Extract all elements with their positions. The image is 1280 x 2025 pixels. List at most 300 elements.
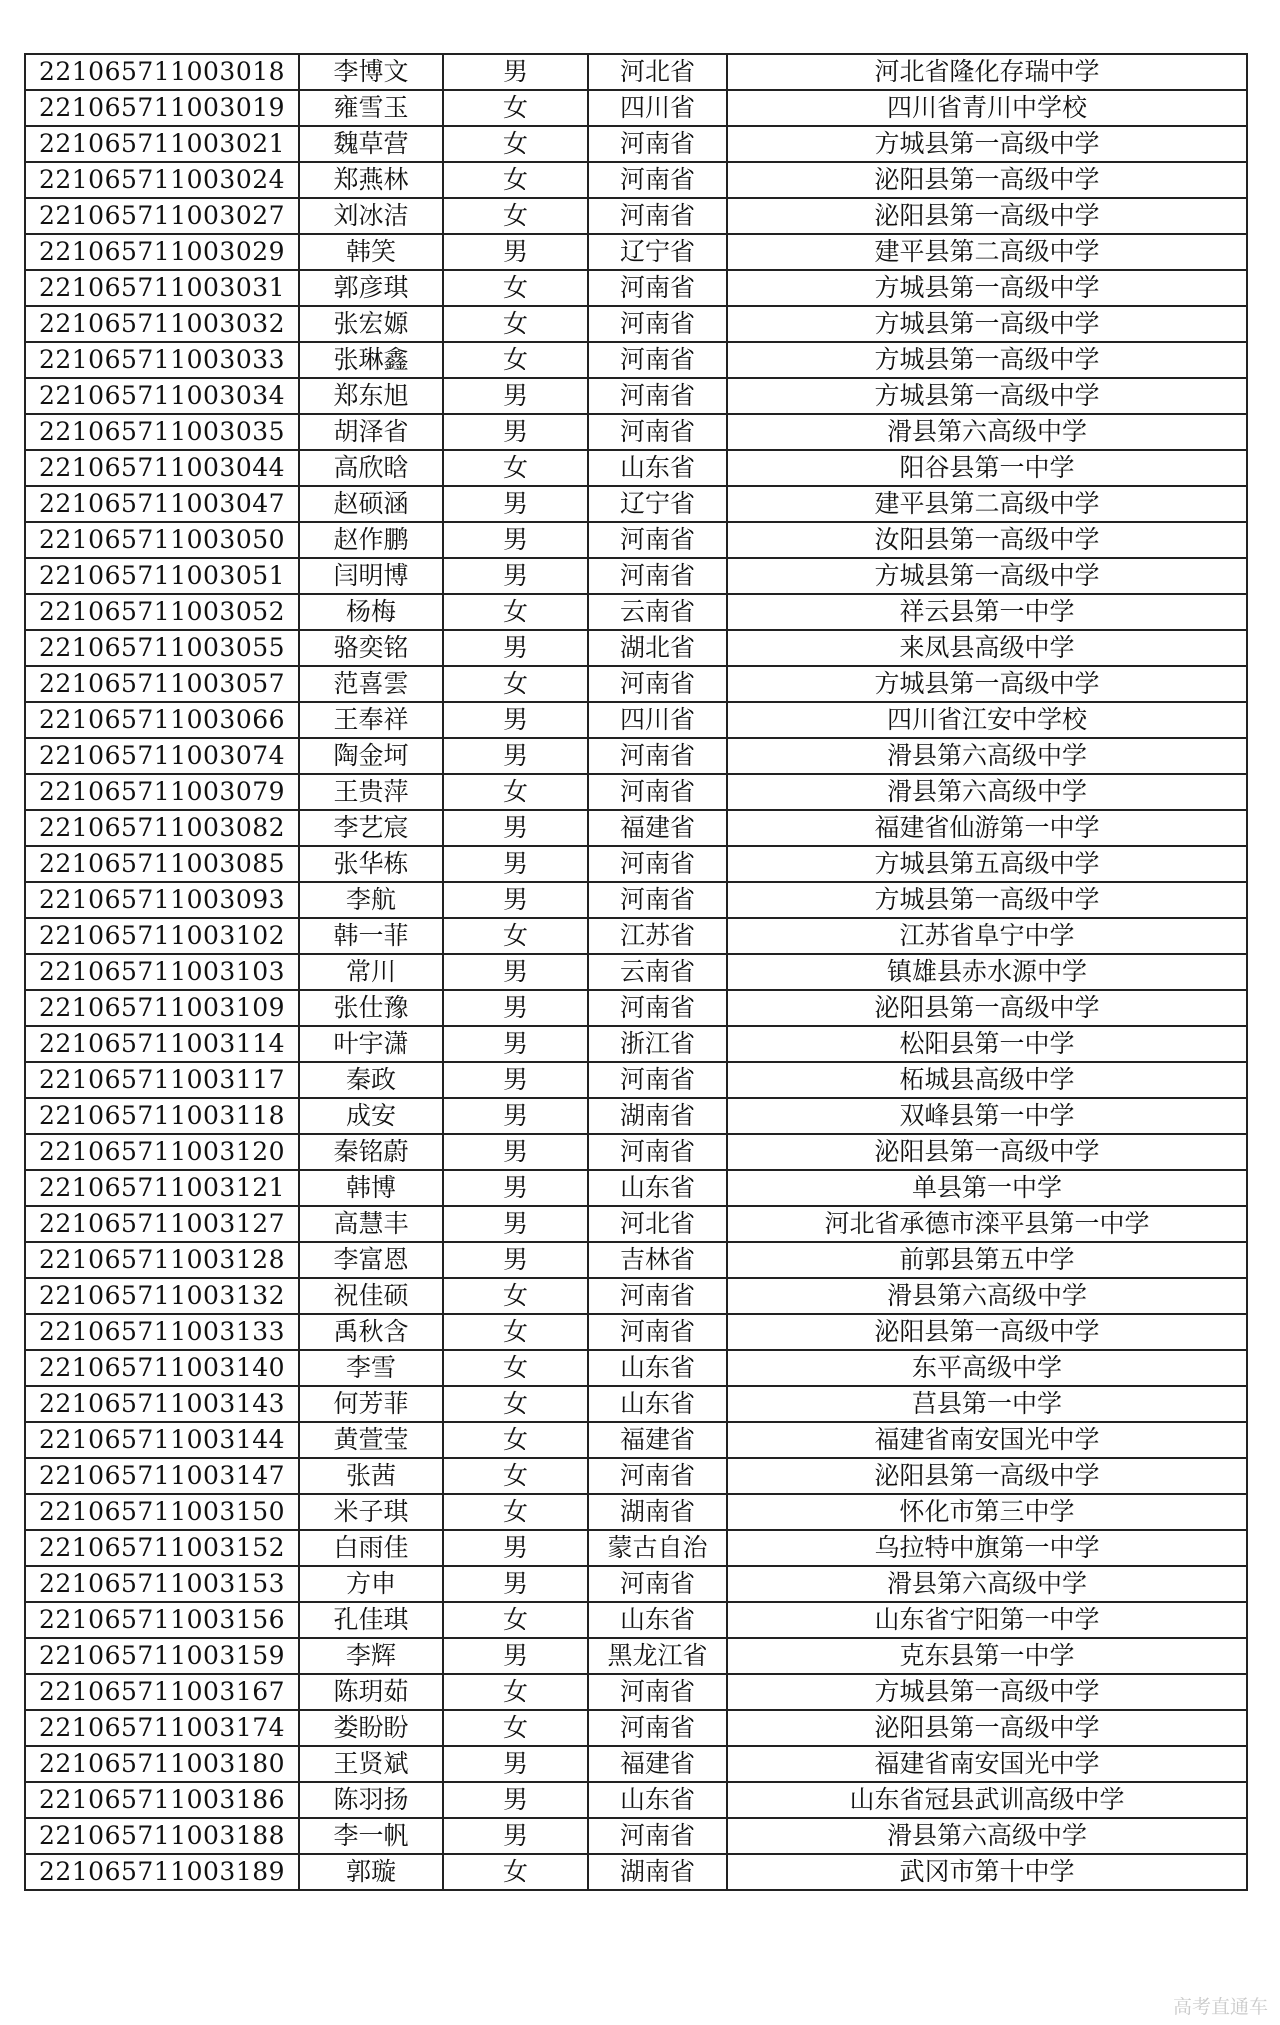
gender-cell: 男 [443,414,588,450]
gender-cell: 女 [443,1602,588,1638]
province-cell: 河南省 [588,306,727,342]
province-cell: 河北省 [588,54,727,90]
candidate-id-cell: 221065711003021 [25,126,299,162]
school-cell: 泌阳县第一高级中学 [727,162,1247,198]
candidate-id-cell: 221065711003050 [25,522,299,558]
school-cell: 方城县第一高级中学 [727,306,1247,342]
province-cell: 福建省 [588,1422,727,1458]
table-row [25,1314,1247,1350]
table-row [25,1710,1247,1746]
name-cell: 张宏嫄 [299,306,443,342]
candidate-id-cell: 221065711003029 [25,234,299,270]
table-row [25,1566,1247,1602]
gender-cell: 男 [443,1062,588,1098]
gender-cell: 女 [443,594,588,630]
province-cell: 河南省 [588,522,727,558]
gender-cell: 男 [443,1098,588,1134]
name-cell: 陶金坷 [299,738,443,774]
province-cell: 山东省 [588,1170,727,1206]
school-cell: 滑县第六高级中学 [727,1818,1247,1854]
name-cell: 成安 [299,1098,443,1134]
gender-cell: 男 [443,522,588,558]
gender-cell: 女 [443,1314,588,1350]
table-row [25,1458,1247,1494]
name-cell: 魏草营 [299,126,443,162]
table-row [25,1782,1247,1818]
gender-cell: 男 [443,1134,588,1170]
gender-cell: 女 [443,198,588,234]
table-row [25,270,1247,306]
candidate-id-cell: 221065711003127 [25,1206,299,1242]
table-row [25,126,1247,162]
school-cell: 河北省承德市滦平县第一中学 [727,1206,1247,1242]
candidate-id-cell: 221065711003066 [25,702,299,738]
name-cell: 陈羽扬 [299,1782,443,1818]
candidate-id-cell: 221065711003167 [25,1674,299,1710]
table-row [25,1674,1247,1710]
province-cell: 河南省 [588,1710,727,1746]
name-cell: 胡泽省 [299,414,443,450]
gender-cell: 女 [443,270,588,306]
province-cell: 山东省 [588,1782,727,1818]
gender-cell: 男 [443,738,588,774]
province-cell: 河南省 [588,558,727,594]
school-cell: 泌阳县第一高级中学 [727,1710,1247,1746]
table-row [25,1746,1247,1782]
name-cell: 孔佳琪 [299,1602,443,1638]
province-cell: 辽宁省 [588,234,727,270]
candidate-id-cell: 221065711003159 [25,1638,299,1674]
province-cell: 河南省 [588,378,727,414]
table-row [25,990,1247,1026]
name-cell: 高慧丰 [299,1206,443,1242]
gender-cell: 女 [443,1386,588,1422]
name-cell: 叶宇潇 [299,1026,443,1062]
gender-cell: 男 [443,234,588,270]
name-cell: 赵作鹏 [299,522,443,558]
province-cell: 河南省 [588,342,727,378]
candidate-id-cell: 221065711003018 [25,54,299,90]
table-row [25,1386,1247,1422]
table-row [25,666,1247,702]
gender-cell: 男 [443,1026,588,1062]
candidate-id-cell: 221065711003121 [25,1170,299,1206]
name-cell: 黄萱莹 [299,1422,443,1458]
candidate-id-cell: 221065711003152 [25,1530,299,1566]
name-cell: 赵硕涵 [299,486,443,522]
gender-cell: 男 [443,1530,588,1566]
school-cell: 四川省江安中学校 [727,702,1247,738]
school-cell: 双峰县第一中学 [727,1098,1247,1134]
gender-cell: 男 [443,990,588,1026]
province-cell: 蒙古自治 [588,1530,727,1566]
school-cell: 方城县第一高级中学 [727,882,1247,918]
province-cell: 云南省 [588,954,727,990]
table-row [25,1854,1247,1890]
gender-cell: 女 [443,774,588,810]
school-cell: 乌拉特中旗第一中学 [727,1530,1247,1566]
gender-cell: 女 [443,342,588,378]
candidate-id-cell: 221065711003132 [25,1278,299,1314]
province-cell: 河南省 [588,1674,727,1710]
gender-cell: 女 [443,162,588,198]
gender-cell: 女 [443,666,588,702]
gender-cell: 女 [443,918,588,954]
gender-cell: 男 [443,558,588,594]
candidate-id-cell: 221065711003057 [25,666,299,702]
school-cell: 方城县第一高级中学 [727,378,1247,414]
table-row [25,702,1247,738]
name-cell: 常川 [299,954,443,990]
table-row [25,1494,1247,1530]
school-cell: 来凤县高级中学 [727,630,1247,666]
school-cell: 前郭县第五中学 [727,1242,1247,1278]
table-row [25,846,1247,882]
name-cell: 韩一菲 [299,918,443,954]
name-cell: 娄盼盼 [299,1710,443,1746]
candidate-id-cell: 221065711003019 [25,90,299,126]
gender-cell: 男 [443,1242,588,1278]
province-cell: 山东省 [588,1602,727,1638]
province-cell: 湖南省 [588,1098,727,1134]
table-row [25,342,1247,378]
province-cell: 河南省 [588,1314,727,1350]
table-row [25,306,1247,342]
table-row [25,1530,1247,1566]
name-cell: 秦铭蔚 [299,1134,443,1170]
gender-cell: 男 [443,1170,588,1206]
name-cell: 闫明博 [299,558,443,594]
table-row [25,1602,1247,1638]
province-cell: 河南省 [588,1458,727,1494]
candidate-id-cell: 221065711003133 [25,1314,299,1350]
candidate-id-cell: 221065711003055 [25,630,299,666]
name-cell: 李辉 [299,1638,443,1674]
name-cell: 李雪 [299,1350,443,1386]
province-cell: 福建省 [588,1746,727,1782]
table-row [25,630,1247,666]
table-row [25,1278,1247,1314]
province-cell: 福建省 [588,810,727,846]
gender-cell: 男 [443,1746,588,1782]
province-cell: 河南省 [588,270,727,306]
school-cell: 福建省南安国光中学 [727,1746,1247,1782]
province-cell: 河南省 [588,1278,727,1314]
table-body [25,54,1247,1890]
gender-cell: 男 [443,378,588,414]
province-cell: 江苏省 [588,918,727,954]
table-row [25,1206,1247,1242]
gender-cell: 女 [443,1674,588,1710]
name-cell: 郭彦琪 [299,270,443,306]
gender-cell: 男 [443,1638,588,1674]
name-cell: 李一帆 [299,1818,443,1854]
school-cell: 莒县第一中学 [727,1386,1247,1422]
gender-cell: 男 [443,1782,588,1818]
admission-list-table [24,53,1248,1891]
candidate-id-cell: 221065711003074 [25,738,299,774]
school-cell: 方城县第五高级中学 [727,846,1247,882]
name-cell: 李富恩 [299,1242,443,1278]
table-row [25,162,1247,198]
table-row [25,450,1247,486]
candidate-id-cell: 221065711003082 [25,810,299,846]
gender-cell: 男 [443,954,588,990]
candidate-id-cell: 221065711003174 [25,1710,299,1746]
school-cell: 方城县第一高级中学 [727,558,1247,594]
school-cell: 阳谷县第一中学 [727,450,1247,486]
table-row [25,1134,1247,1170]
candidate-id-cell: 221065711003188 [25,1818,299,1854]
school-cell: 方城县第一高级中学 [727,342,1247,378]
province-cell: 云南省 [588,594,727,630]
gender-cell: 女 [443,126,588,162]
gender-cell: 女 [443,1494,588,1530]
table-row [25,774,1247,810]
gender-cell: 男 [443,630,588,666]
candidate-id-cell: 221065711003032 [25,306,299,342]
gender-cell: 男 [443,702,588,738]
table-row [25,558,1247,594]
table-row [25,378,1247,414]
school-cell: 滑县第六高级中学 [727,1566,1247,1602]
province-cell: 山东省 [588,1386,727,1422]
name-cell: 李航 [299,882,443,918]
name-cell: 张华栋 [299,846,443,882]
candidate-id-cell: 221065711003189 [25,1854,299,1890]
province-cell: 湖南省 [588,1854,727,1890]
province-cell: 河南省 [588,738,727,774]
table-row [25,234,1247,270]
province-cell: 河南省 [588,1566,727,1602]
name-cell: 郭璇 [299,1854,443,1890]
province-cell: 湖南省 [588,1494,727,1530]
candidate-id-cell: 221065711003035 [25,414,299,450]
gender-cell: 男 [443,1566,588,1602]
school-cell: 滑县第六高级中学 [727,1278,1247,1314]
name-cell: 米子琪 [299,1494,443,1530]
candidate-id-cell: 221065711003044 [25,450,299,486]
gender-cell: 女 [443,1710,588,1746]
candidate-id-cell: 221065711003102 [25,918,299,954]
gender-cell: 女 [443,1278,588,1314]
province-cell: 辽宁省 [588,486,727,522]
candidate-id-cell: 221065711003128 [25,1242,299,1278]
name-cell: 陈玥茹 [299,1674,443,1710]
province-cell: 河南省 [588,162,727,198]
candidate-id-cell: 221065711003117 [25,1062,299,1098]
school-cell: 滑县第六高级中学 [727,414,1247,450]
candidate-id-cell: 221065711003031 [25,270,299,306]
school-cell: 镇雄县赤水源中学 [727,954,1247,990]
gender-cell: 男 [443,486,588,522]
school-cell: 武冈市第十中学 [727,1854,1247,1890]
province-cell: 河南省 [588,666,727,702]
province-cell: 湖北省 [588,630,727,666]
name-cell: 高欣晗 [299,450,443,486]
candidate-id-cell: 221065711003180 [25,1746,299,1782]
name-cell: 白雨佳 [299,1530,443,1566]
school-cell: 单县第一中学 [727,1170,1247,1206]
table-row [25,1026,1247,1062]
province-cell: 山东省 [588,1350,727,1386]
candidate-id-cell: 221065711003093 [25,882,299,918]
gender-cell: 女 [443,306,588,342]
name-cell: 刘冰洁 [299,198,443,234]
school-cell: 东平高级中学 [727,1350,1247,1386]
gender-cell: 男 [443,810,588,846]
candidate-id-cell: 221065711003033 [25,342,299,378]
gender-cell: 女 [443,90,588,126]
table-row [25,918,1247,954]
table-row [25,1062,1247,1098]
table-row [25,1170,1247,1206]
province-cell: 河南省 [588,414,727,450]
candidate-id-cell: 221065711003024 [25,162,299,198]
candidate-id-cell: 221065711003150 [25,1494,299,1530]
table-row [25,522,1247,558]
name-cell: 王贤斌 [299,1746,443,1782]
school-cell: 怀化市第三中学 [727,1494,1247,1530]
province-cell: 河南省 [588,846,727,882]
candidate-id-cell: 221065711003034 [25,378,299,414]
gender-cell: 女 [443,1422,588,1458]
table-row [25,738,1247,774]
table-row [25,1098,1247,1134]
gender-cell: 男 [443,882,588,918]
school-cell: 汝阳县第一高级中学 [727,522,1247,558]
school-cell: 泌阳县第一高级中学 [727,1314,1247,1350]
school-cell: 山东省冠县武训高级中学 [727,1782,1247,1818]
school-cell: 江苏省阜宁中学 [727,918,1247,954]
school-cell: 柘城县高级中学 [727,1062,1247,1098]
province-cell: 四川省 [588,90,727,126]
candidate-id-cell: 221065711003153 [25,1566,299,1602]
name-cell: 李艺宸 [299,810,443,846]
school-cell: 滑县第六高级中学 [727,774,1247,810]
table-row [25,198,1247,234]
name-cell: 张琳鑫 [299,342,443,378]
school-cell: 建平县第二高级中学 [727,234,1247,270]
name-cell: 方申 [299,1566,443,1602]
province-cell: 四川省 [588,702,727,738]
school-cell: 泌阳县第一高级中学 [727,1134,1247,1170]
name-cell: 王奉祥 [299,702,443,738]
name-cell: 杨梅 [299,594,443,630]
school-cell: 四川省青川中学校 [727,90,1247,126]
province-cell: 河南省 [588,774,727,810]
school-cell: 松阳县第一中学 [727,1026,1247,1062]
table-row [25,594,1247,630]
table-row [25,90,1247,126]
candidate-id-cell: 221065711003114 [25,1026,299,1062]
province-cell: 河北省 [588,1206,727,1242]
province-cell: 山东省 [588,450,727,486]
candidate-id-cell: 221065711003118 [25,1098,299,1134]
candidate-id-cell: 221065711003140 [25,1350,299,1386]
name-cell: 郑东旭 [299,378,443,414]
candidate-id-cell: 221065711003079 [25,774,299,810]
candidate-id-cell: 221065711003027 [25,198,299,234]
school-cell: 山东省宁阳第一中学 [727,1602,1247,1638]
school-cell: 克东县第一中学 [727,1638,1247,1674]
table-row [25,954,1247,990]
school-cell: 福建省南安国光中学 [727,1422,1247,1458]
school-cell: 建平县第二高级中学 [727,486,1247,522]
school-cell: 祥云县第一中学 [727,594,1247,630]
candidate-id-cell: 221065711003051 [25,558,299,594]
school-cell: 泌阳县第一高级中学 [727,1458,1247,1494]
school-cell: 方城县第一高级中学 [727,666,1247,702]
school-cell: 方城县第一高级中学 [727,270,1247,306]
name-cell: 张茜 [299,1458,443,1494]
table-row [25,1638,1247,1674]
name-cell: 李博文 [299,54,443,90]
province-cell: 河南省 [588,1062,727,1098]
table-row [25,1350,1247,1386]
table-row [25,1818,1247,1854]
name-cell: 雍雪玉 [299,90,443,126]
candidate-id-cell: 221065711003156 [25,1602,299,1638]
table-row [25,414,1247,450]
candidate-id-cell: 221065711003147 [25,1458,299,1494]
candidate-id-cell: 221065711003047 [25,486,299,522]
candidate-id-cell: 221065711003109 [25,990,299,1026]
province-cell: 浙江省 [588,1026,727,1062]
school-cell: 方城县第一高级中学 [727,1674,1247,1710]
name-cell: 王贵萍 [299,774,443,810]
candidate-id-cell: 221065711003186 [25,1782,299,1818]
school-cell: 泌阳县第一高级中学 [727,990,1247,1026]
name-cell: 范喜雲 [299,666,443,702]
admission-list-table-container [24,53,1246,1891]
school-cell: 滑县第六高级中学 [727,738,1247,774]
province-cell: 河南省 [588,126,727,162]
school-cell: 方城县第一高级中学 [727,126,1247,162]
name-cell: 韩笑 [299,234,443,270]
province-cell: 河南省 [588,882,727,918]
gender-cell: 男 [443,846,588,882]
province-cell: 吉林省 [588,1242,727,1278]
gender-cell: 男 [443,1206,588,1242]
watermark-text: 高考直通车 [1172,1996,1268,2018]
name-cell: 何芳菲 [299,1386,443,1422]
province-cell: 河南省 [588,1818,727,1854]
gender-cell: 男 [443,1818,588,1854]
school-cell: 福建省仙游第一中学 [727,810,1247,846]
school-cell: 河北省隆化存瑞中学 [727,54,1247,90]
table-row [25,1422,1247,1458]
school-cell: 泌阳县第一高级中学 [727,198,1247,234]
candidate-id-cell: 221065711003052 [25,594,299,630]
table-row [25,810,1247,846]
candidate-id-cell: 221065711003085 [25,846,299,882]
province-cell: 黑龙江省 [588,1638,727,1674]
candidate-id-cell: 221065711003143 [25,1386,299,1422]
candidate-id-cell: 221065711003144 [25,1422,299,1458]
name-cell: 祝佳硕 [299,1278,443,1314]
table-row [25,1242,1247,1278]
gender-cell: 男 [443,54,588,90]
province-cell: 河南省 [588,1134,727,1170]
name-cell: 秦政 [299,1062,443,1098]
gender-cell: 女 [443,450,588,486]
name-cell: 禹秋含 [299,1314,443,1350]
candidate-id-cell: 221065711003120 [25,1134,299,1170]
candidate-id-cell: 221065711003103 [25,954,299,990]
name-cell: 郑燕林 [299,162,443,198]
gender-cell: 女 [443,1854,588,1890]
